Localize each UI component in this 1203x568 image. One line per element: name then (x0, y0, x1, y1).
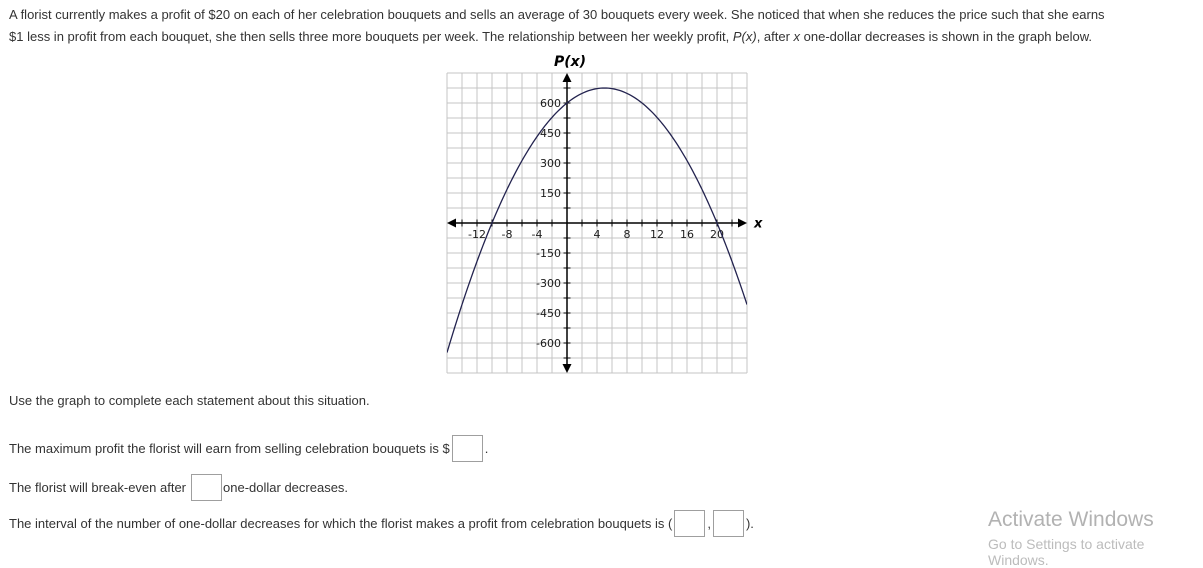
svg-text:-600: -600 (536, 337, 561, 350)
break-even-input[interactable] (191, 474, 222, 501)
svg-text:-4: -4 (531, 228, 543, 241)
function-notation: P(x) (732, 29, 757, 44)
svg-text:-150: -150 (536, 247, 561, 260)
svg-text:150: 150 (540, 187, 561, 200)
statement-break-even: The florist will break-even after one-dollar decreases. (9, 473, 348, 501)
svg-text:300: 300 (540, 157, 561, 170)
interval-end-input[interactable] (713, 510, 744, 537)
svg-text:-12: -12 (468, 228, 486, 241)
activate-windows-watermark (988, 508, 1203, 568)
svg-text:16: 16 (680, 228, 694, 241)
statement-profit-interval: The interval of the number of one-dollar decreases for which the florist makes a profit from celebration bouquets is ( , ). (9, 509, 754, 537)
profit-graph (437, 48, 777, 383)
x-axis-label: x (754, 216, 763, 232)
variable-x: x (793, 29, 801, 44)
statement-max-profit-text: The maximum profit the florist will earn from selling celebration bouquets is $ (9, 440, 450, 456)
interval-start-input[interactable] (674, 510, 705, 537)
svg-text:12: 12 (650, 228, 664, 241)
max-profit-input[interactable] (452, 435, 483, 462)
svg-text:600: 600 (540, 97, 561, 110)
problem-line-1: A florist currently makes a profit of $20 on each of her celebration bouquets and sells an average of 30 bouquets every week. She noticed that when she reduces the price such that she earns (9, 7, 1105, 22)
instruction-text: Use the graph to complete each statement about this situation. (9, 393, 370, 408)
problem-text: A florist currently makes a profit of $20 on each of her celebration bouquets and sells an average of 30 bouquets every week. She noticed that when she reduces the price such that she earns $1 less in profit from each bouquet, she then sells three more bouquets per week. The relationship between her weekly profit, P(x), after x one-dollar decreases is shown in the graph below. (9, 7, 1105, 44)
profit-graph-svg (437, 48, 777, 383)
problem-line-2: $1 less in profit from each bouquet, she then sells three more bouquets per week. The relationship between her weekly profit, (9, 29, 733, 44)
svg-text:8: 8 (623, 228, 631, 241)
statement-max-profit: The maximum profit the florist will earn from selling celebration bouquets is $ . (9, 434, 488, 462)
svg-text:-8: -8 (501, 228, 513, 241)
statement-profit-interval-text: The interval of the number of one-dollar decreases for which the florist makes a profit from celebration bouquets is ( (9, 515, 673, 531)
watermark-title: Activate Windows (988, 508, 1154, 531)
svg-text:450: 450 (540, 127, 561, 140)
svg-text:-450: -450 (536, 307, 561, 320)
svg-text:20: 20 (710, 228, 724, 241)
statement-break-even-text: The florist will break-even after (9, 479, 187, 495)
watermark-subtitle: Go to Settings to activate Windows. (988, 536, 1145, 568)
svg-text:4: 4 (593, 228, 601, 241)
svg-text:-300: -300 (536, 277, 561, 290)
graph-title: P(x) (553, 54, 587, 70)
